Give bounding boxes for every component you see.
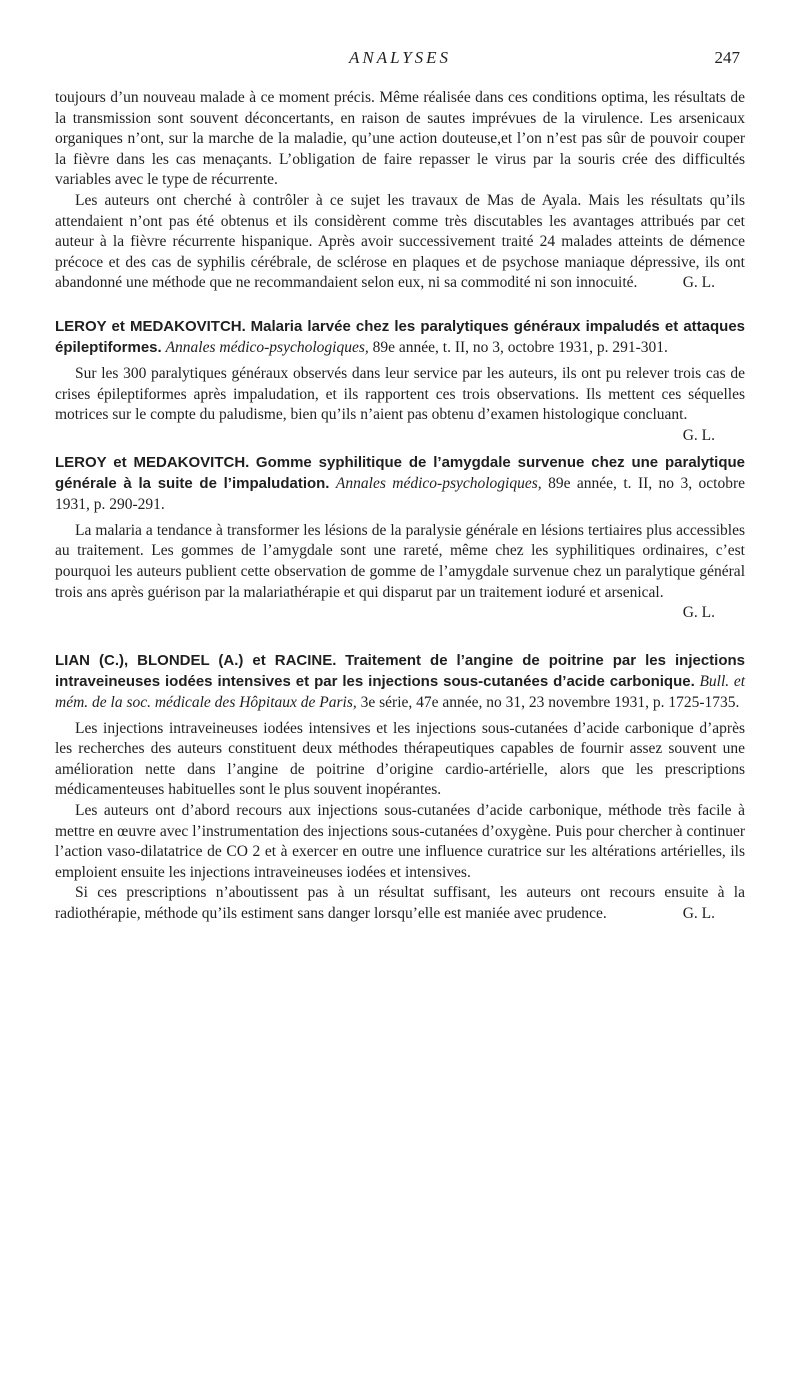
entry-biblio: 89e année, t. II, no 3, octobre 1931, p. 290-291. [55, 474, 746, 513]
entry-authors: LEROY et MEDAKOVITCH. [55, 453, 250, 471]
review-entry [55, 452, 745, 624]
paragraph-text: Les auteurs ont cherché à contrôler à ce sujet les travaux de Mas de Ayala. Mais les résultats qu’ils attendaient n’ont pas été obtenus et ils considèrent comme très discutables les avantages attribués par cet auteur à la fièvre récurrente hispanique. Après avoir successivement traité 24 malades atteints de démence précoce et des cas de syphilis cérébrale, de sclérose en plaques et de psychose maniaque dépressive, ils ont abandonné une méthode que ne recommandaient selon eux, ni sa commodité ni son innocuité. [55, 191, 745, 292]
paragraph: La malaria a tendance à transformer les lésions de la paralysie générale en lésions tertiaires plus accessibles au traitement. Les gommes de l’amygdale sont une rareté, même chez les syphilitiques ordinaires, c’est pourquoi les auteurs publient cette observation de gomme de l’amygdale survenue chez un paralytique général trois ans après guérison par la malariathérapie et qui disparut par un traitement ioduré et arsenical. [55, 521, 745, 601]
entry-title: Traitement de l’angine de poitrine par les injections intraveineuses iodées intensives et par les injections sous-cutanées d’acide carbonique. [55, 651, 746, 690]
paragraph [55, 883, 745, 924]
running-title: ANALYSES [348, 48, 452, 67]
entry-authors: LEROY et MEDAKOVITCH. [55, 317, 246, 335]
entry-biblio: 3e série, 47e année, no 31, 23 novembre 1931, p. 1725-1735. [360, 693, 740, 711]
bibliographic-reference [55, 452, 745, 515]
entry-title: Gomme syphilitique de l’amygdale survenue chez une paralytique générale à la suite de l’impaludation. [55, 453, 746, 492]
reviewer-signature: G. L. [682, 604, 715, 622]
reviewer-signature: G. L. [682, 905, 715, 923]
entry-biblio: 89e année, t. II, no 3, octobre 1931, p. 291-301. [372, 338, 668, 356]
running-header [0, 48, 800, 70]
reviewer-signature: G. L. [682, 274, 715, 292]
paragraph: toujours d’un nouveau malade à ce moment précis. Même réalisée dans ces conditions optima, les résultats de la transmission sont souvent déconcertants, en raison de sautes imprévues de la virulence. Les arsenicaux organiques n’ont, sur la marche de la maladie, qu’une action douteuse,et l’on n’est pas sûr de pouvoir couper la fièvre dans les cas menaçants. L’obligation de faire repasser le virus par la souris crée des difficultés variables avec le type de récurrente. [55, 89, 745, 189]
continuation-review [55, 88, 745, 294]
entry-authors: LIAN (C.), BLONDEL (A.) et RACINE. [55, 651, 337, 669]
reviewer-signature: G. L. [682, 426, 715, 444]
review-entry [55, 316, 746, 444]
paragraph [55, 364, 745, 444]
paragraph-text: Sur les 300 paralytiques généraux observés dans leur service par les auteurs, ils ont pu relever trois cas de crises épileptiformes après impaludation, et ils rapportent ces trois observations. Ils mettent ces séquelles motrices sur le compte du paludisme, bien qu’ils n’aient pas obtenu d’examen histologique concluant. [55, 364, 745, 424]
entry-title: Malaria larvée chez les paralytiques généraux impaludés et attaques épileptiformes. [55, 317, 746, 356]
paragraph [55, 191, 745, 294]
entry-journal: Annales médico-psychologiques, [165, 338, 369, 356]
entry-journal: Annales médico-psychologiques, [335, 474, 542, 492]
page-number: 247 [714, 48, 740, 67]
paragraph: Les injections intraveineuses iodées intensives et les injections sous-cutanées d’acide carbonique d’après les recherches des auteurs constituent deux méthodes thérapeutiques capables de fournir assez souvent une amélioration nette dans l’angine de poitrine d’origine cardio-artérielle, alors que les prescriptions médicamenteuses habituelles sont le plus souvent inopérantes. [55, 719, 745, 799]
bibliographic-reference [55, 650, 745, 713]
paragraph: Les auteurs ont d’abord recours aux injections sous-cutanées d’acide carbonique, méthode très facile à mettre en œuvre avec l’instrumentation des injections sous-cutanées d’oxygène. Puis pour chercher à continuer l’action vaso-dilatatrice de CO 2 et à exercer en outre une influence curatrice sur les altérations artérielles, ils emploient ensuite les injections intraveineuses iodées et intensives. [55, 802, 745, 881]
review-entry [55, 650, 745, 925]
entry-journal: Bull. et mém. de la soc. médicale des Hôpitaux de Paris, [55, 672, 746, 711]
paragraph-text: Si ces prescriptions n’aboutissent pas à un résultat suffisant, les auteurs ont recours ensuite à la radiothérapie, méthode qu’ils estiment sans danger lorsqu’elle est maniée avec prudence. [55, 884, 745, 923]
bibliographic-reference [55, 316, 745, 358]
text-column [55, 88, 745, 925]
